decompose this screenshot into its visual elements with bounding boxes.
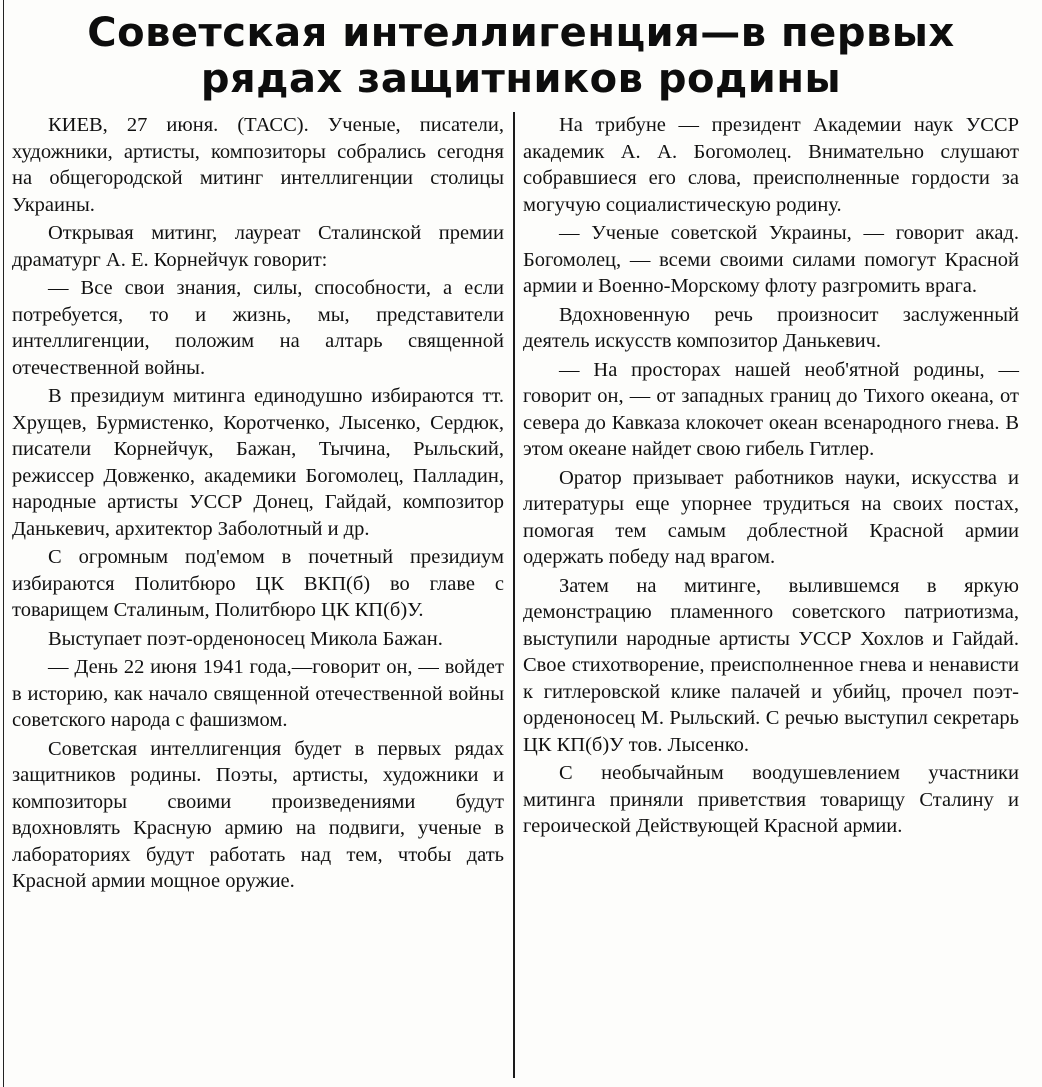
paragraph: Открывая митинг, лауреат Сталинской премии драматург А. Е. Корнейчук говорит:: [12, 222, 504, 271]
paragraph: Выступает поэт-орденоносец Микола Бажан.: [48, 627, 443, 650]
column-divider: [513, 112, 515, 1078]
paragraph: — На просторах нашей необ'ятной родины, — говорит он, — от западных границ до Тихого океана, от севера до Кавказа клокочет океан всенародного гнева. В этом океане найдет свою гибель Гитлер.: [523, 358, 1019, 460]
headline-line-1: Советская интеллигенция—в первых: [87, 10, 955, 56]
page-edge-rule: [3, 0, 4, 1087]
article-headline: [0, 10, 1042, 102]
paragraph: С огромным под'емом в почетный президиум избираются Политбюро ЦК ВКП(б) во главе с товарищем Сталиным, Политбюро ЦК КП(б)У.: [12, 546, 504, 621]
paragraph: На трибуне — президент Академии наук УССР академик А. А. Богомолец. Внимательно слушают собравшиеся его слова, преисполненные гордости за могучую социалистическую родину.: [523, 114, 1019, 216]
paragraph: С необычайным воодушевлением участники митинга приняли приветствия товарищу Сталину и героической Действующей Красной армии.: [523, 762, 1019, 837]
article-column-left: [12, 112, 504, 897]
headline-line-2: рядах защитников родины: [200, 56, 842, 102]
paragraph: Вдохновенную речь произносит заслуженный деятель искусств композитор Данькевич.: [523, 303, 1019, 352]
paragraph: — День 22 июня 1941 года,—говорит он, — войдет в историю, как начало священной отечественной войны советского народа с фашизмом.: [12, 656, 504, 731]
paragraph: Оратор призывает работников науки, искусства и литературы еще упорнее трудиться на своих постах, помогая тем самым доблестной Красной армии одержать победу над врагом.: [523, 466, 1019, 568]
paragraph: Затем на митинге, вылившемся в яркую демонстрацию пламенного советского патриотизма, выступили народные артисты УССР Хохлов и Гайдай. Свое стихотворение, преисполненное гнева и ненависти к гитлеровской клике палачей и убийц, прочел поэт-орденоносец М. Рыльский. С речью выступил секретарь ЦК КП(б)У тов. Лысенко.: [523, 574, 1019, 756]
paragraph: Советская интеллигенция будет в первых рядах защитников родины. Поэты, артисты, художники и композиторы своими произведениями будут вдохновлять Красную армию на подвиги, ученые в лабораториях будут работать над тем, чтобы дать Красной армии мощное оружие.: [12, 737, 504, 892]
paragraph: — Ученые советской Украины, — говорит акад. Богомолец, — всеми своими силами помогут Красной армии и Военно-Морскому флоту разгромить врага.: [523, 222, 1019, 297]
paragraph: — Все свои знания, силы, способности, а если потребуется, то и жизнь, мы, представители интеллигенции, положим на алтарь священной отечественной войны.: [12, 277, 504, 379]
article-column-right: [523, 112, 1019, 842]
paragraph: КИЕВ, 27 июня. (ТАСС). Ученые, писатели, художники, артисты, композиторы собрались сегодня на общегородской митинг интеллигенции столицы Украины.: [12, 114, 504, 216]
paragraph: В президиум митинга единодушно избираются тт. Хрущев, Бурмистенко, Коротченко, Лысенко, Сердюк, писатели Корнейчук, Бажан, Тычина, Рыльский, режиссер Довженко, академики Богомолец, Палладин, народные артисты УССР Донец, Гайдай, композитор Данькевич, архитектор Заболотный и др.: [12, 385, 504, 540]
